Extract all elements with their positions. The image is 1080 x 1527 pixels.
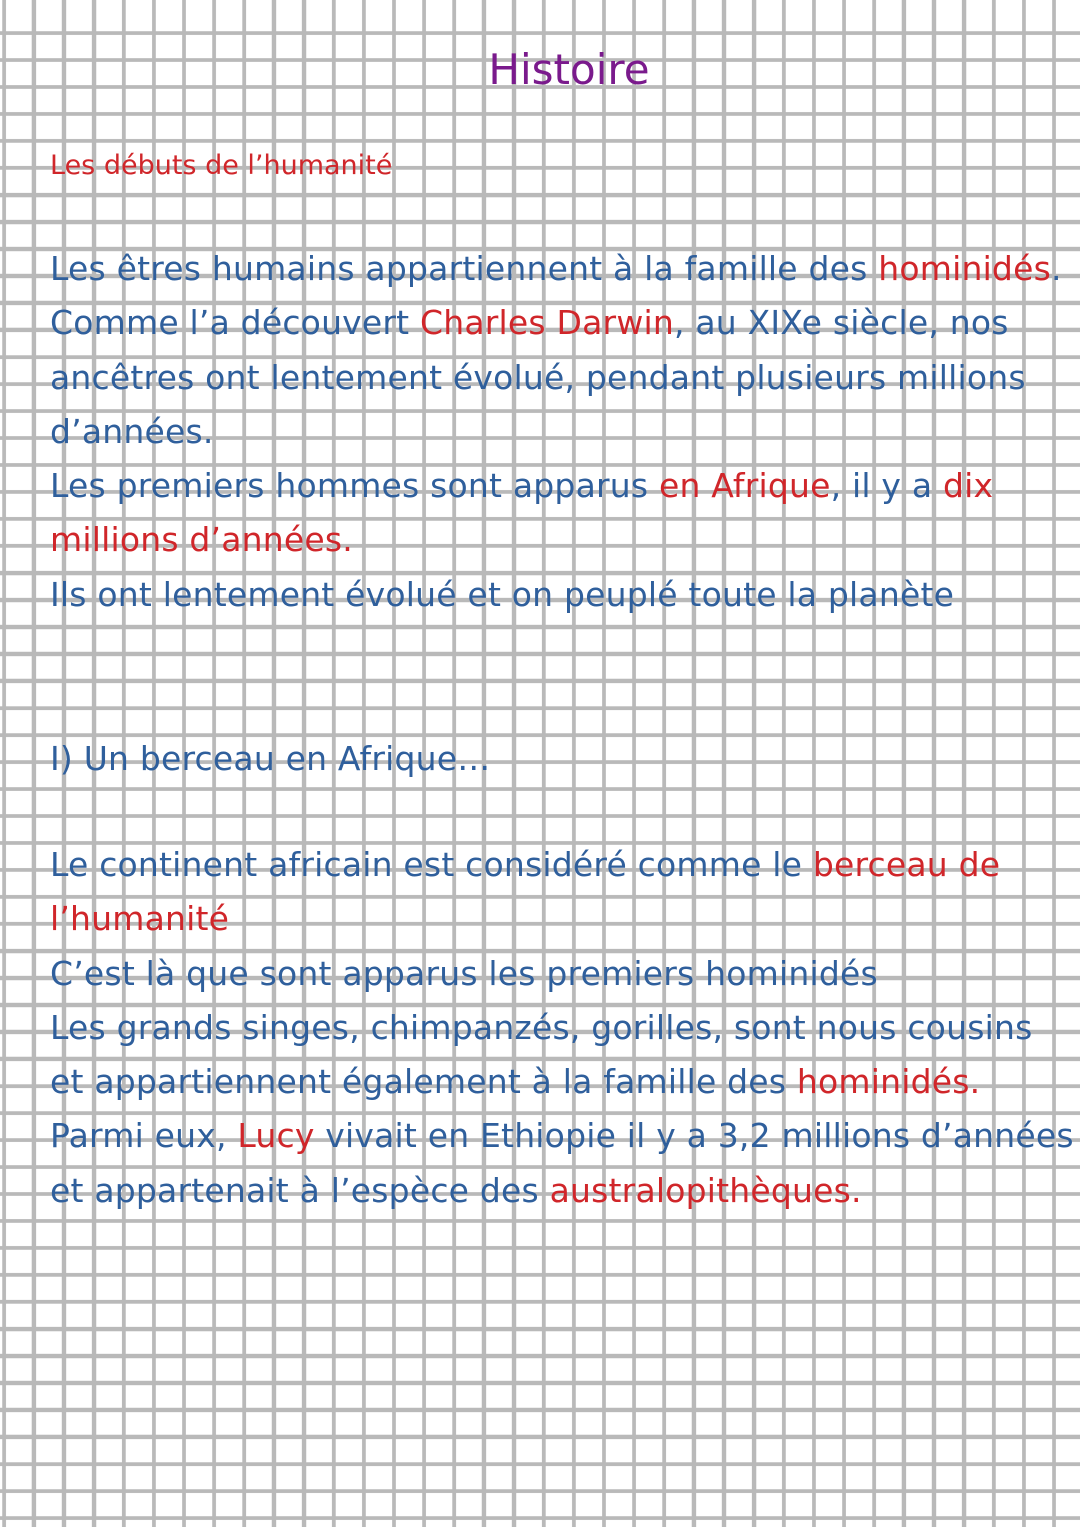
- section-text-4: Parmi eux,: [50, 1116, 238, 1156]
- intro-paragraph: [50, 242, 1075, 622]
- intro-text-1: Les êtres humains appartiennent à la famille des: [50, 249, 879, 288]
- intro-text-3: , au XIXe siècle, nos ancêtres ont lentement évolué, pendant plusieurs millions d’années.: [50, 303, 1026, 451]
- lesson-subtitle: Les débuts de l’humanité: [50, 150, 393, 181]
- section-text-3: Les grands singes, chimpanzés, gorilles, sont nous cousins et appartiennent également à la famille des: [50, 1007, 1033, 1102]
- intro-text-4: Les premiers hommes sont apparus: [50, 466, 659, 506]
- section-paragraph: [50, 838, 1075, 1218]
- intro-text-6: Ils ont lentement évolué et on peuplé toute la planète: [50, 574, 955, 614]
- section-text-5: vivait en Ethiopie il y a 3,2 millions d’années et appartenait à l’espèce des: [50, 1116, 1074, 1210]
- keyword-lucy: Lucy: [237, 1116, 315, 1156]
- intro-text-5: , il y a: [830, 466, 943, 506]
- keyword-berceau: berceau de l’humanité: [50, 845, 1001, 939]
- section-heading: I) Un berceau en Afrique…: [50, 739, 491, 778]
- keyword-charles-darwin: Charles Darwin: [420, 303, 674, 343]
- page-title: Histoire: [488, 45, 650, 94]
- keyword-australopitheques: australopithèques.: [549, 1170, 862, 1210]
- keyword-en-afrique: en Afrique: [658, 466, 831, 506]
- keyword-hominides: hominidés: [878, 249, 1051, 288]
- keyword-hominides-2: hominidés.: [796, 1062, 981, 1102]
- section-text-1: Le continent africain est considéré comme le: [50, 845, 813, 884]
- keyword-dix-millions: dix millions d’années.: [50, 466, 994, 560]
- section-text-2: C’est là que sont apparus les premiers hominidés: [50, 953, 878, 993]
- intro-text-2: . Comme l’a découvert: [50, 249, 1062, 343]
